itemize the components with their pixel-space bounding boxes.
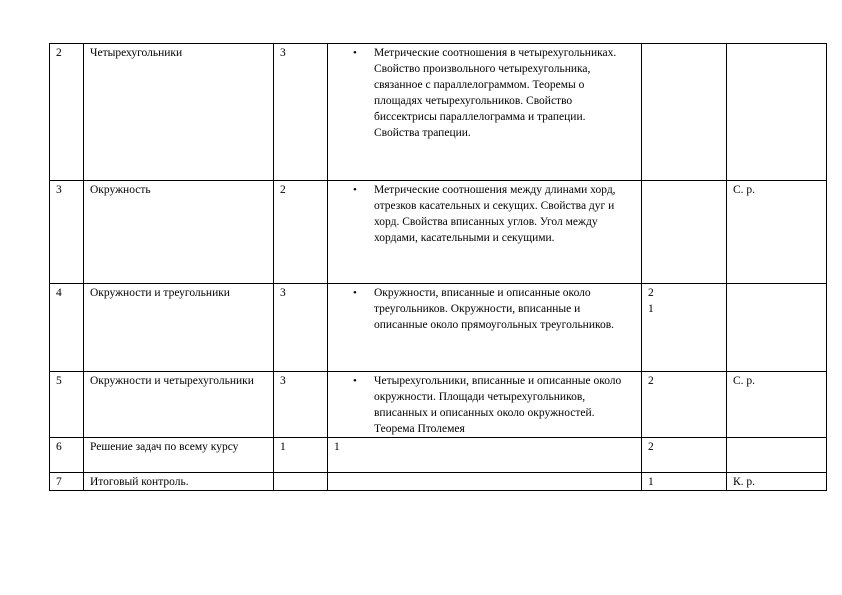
practice-cell (642, 438, 727, 473)
list-item (334, 373, 635, 437)
control-form (727, 44, 827, 181)
topics-cell (328, 44, 642, 181)
practice-cell (642, 473, 727, 491)
practice-value: 2 (648, 287, 654, 299)
table-row (50, 284, 827, 372)
section-title: Окружности и четырехугольники (84, 372, 274, 438)
topics-cell (328, 372, 642, 438)
table-row (50, 44, 827, 181)
list-item (334, 285, 635, 333)
bullet-icon: • (353, 375, 357, 387)
hours-count: 1 (274, 438, 328, 473)
topics-list (334, 285, 635, 333)
control-form (727, 284, 827, 372)
hours-count: 3 (274, 372, 328, 438)
section-title: Окружности и треугольники (84, 284, 274, 372)
hours-count: 3 (274, 284, 328, 372)
control-form (727, 438, 827, 473)
bullet-icon: • (353, 287, 357, 299)
topics-cell (328, 473, 642, 491)
control-form: К. р. (727, 473, 827, 491)
bullet-icon: • (353, 47, 357, 59)
topics-text: Метрические соотношения в четырехугольниках. Свойство произвольного четырехугольника, связанное с параллелограммом. Теоремы о площадях четырехугольников. Свойство биссектрисы параллелограмма и трапеции. Свойства трапеции. (374, 47, 617, 139)
section-title: Окружность (84, 181, 274, 284)
topics-cell: 1 (328, 438, 642, 473)
section-title: Итоговый контроль. (84, 473, 274, 491)
topics-text: Метрические соотношения между длинами хорд, отрезков касательных и секущих. Свойства дуг и хорд. Свойства вписанных углов. Угол между хордами, касательными и секущими. (374, 184, 616, 244)
topics-list (334, 45, 635, 141)
control-form: С. р. (727, 181, 827, 284)
row-number: 4 (50, 284, 84, 372)
practice-cell (642, 372, 727, 438)
row-number: 7 (50, 473, 84, 491)
control-form: С. р. (727, 372, 827, 438)
practice-value: 1 (648, 303, 654, 315)
hours-count (274, 473, 328, 491)
table-row (50, 438, 827, 473)
section-title: Решение задач по всему курсу (84, 438, 274, 473)
practice-cell (642, 181, 727, 284)
topics-text: Окружности, вписанные и описанные около треугольников. Окружности, вписанные и описанные около прямоугольных треугольников. (374, 287, 615, 331)
topics-cell (328, 181, 642, 284)
row-number: 2 (50, 44, 84, 181)
topics-list (334, 373, 635, 437)
bullet-icon: • (353, 184, 357, 196)
section-title: Четырехугольники (84, 44, 274, 181)
list-item (334, 182, 635, 246)
hours-count: 2 (274, 181, 328, 284)
row-number: 5 (50, 372, 84, 438)
practice-cell (642, 44, 727, 181)
lesson-plan-table (49, 43, 827, 491)
practice-value: 1 (648, 476, 654, 488)
topics-cell (328, 284, 642, 372)
row-number: 3 (50, 181, 84, 284)
topics-text: Четырехугольники, вписанные и описанные около окружности. Площади четырехугольников, вписанных и описанных около окружностей. Теорема Птолемея (374, 375, 622, 435)
practice-cell (642, 284, 727, 372)
topics-list (334, 182, 635, 246)
table-row (50, 372, 827, 438)
hours-count: 3 (274, 44, 328, 181)
table-row (50, 181, 827, 284)
row-number: 6 (50, 438, 84, 473)
practice-value: 2 (648, 441, 654, 453)
practice-value: 2 (648, 375, 654, 387)
table-row (50, 473, 827, 491)
list-item (334, 45, 635, 141)
